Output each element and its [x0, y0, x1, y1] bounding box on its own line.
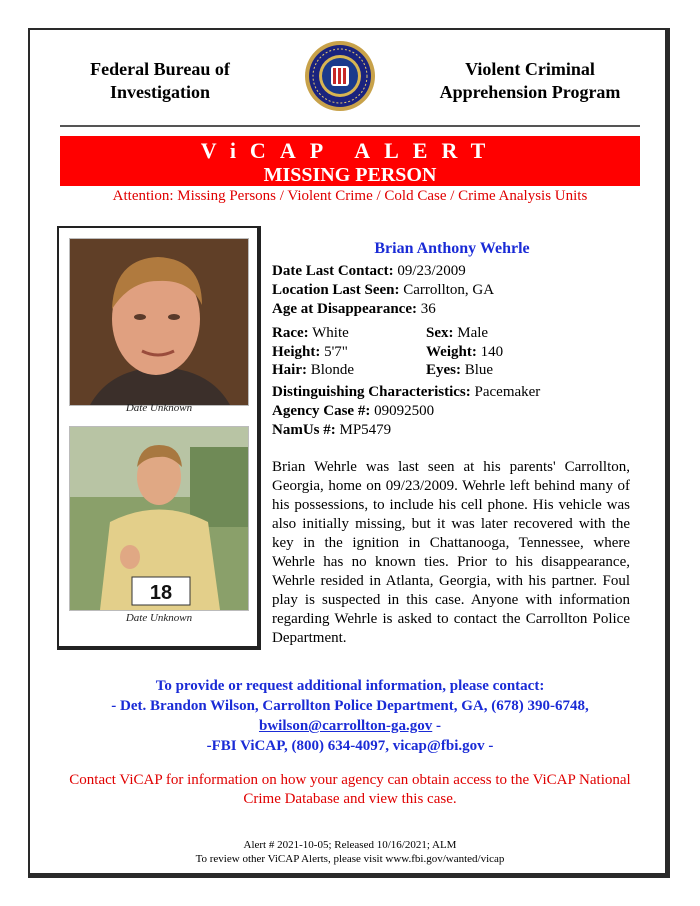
- vicap-access-note: Contact ViCAP for information on how your agency can obtain access to the ViCAP National Crime Database and view this case.: [69, 772, 631, 807]
- portrait-photo-icon: [70, 239, 248, 405]
- sex-label: Sex:: [426, 325, 454, 341]
- alert-release-info: Alert # 2021-10-05; Released 10/16/2021; ALM: [243, 839, 457, 851]
- vicap-header-line2: Apprehension Program: [439, 82, 621, 102]
- subject-name: Brian Anthony Wehrle: [374, 240, 530, 257]
- weight-label: Weight:: [426, 344, 477, 360]
- photo-panel: [57, 226, 261, 650]
- characteristics-row: [272, 383, 540, 402]
- vicap-header-line1: Violent Criminal: [465, 59, 595, 79]
- photo-caption-2: Date Unknown: [125, 612, 193, 624]
- header-divider: [60, 125, 640, 127]
- characteristics-value: Pacemaker: [474, 384, 541, 400]
- age-value: 36: [420, 301, 436, 317]
- location-label: Location Last Seen:: [272, 282, 400, 298]
- detective-email-link[interactable]: bwilson@carrollton-ga.gov: [258, 718, 433, 734]
- running-photo-icon: [70, 427, 248, 610]
- contact-fbi-vicap: -FBI ViCAP, (800) 634-4097, vicap@fbi.gov -: [206, 738, 494, 754]
- namus-label: NamUs #:: [272, 422, 336, 438]
- characteristics-label: Distinguishing Characteristics:: [272, 384, 471, 400]
- case-narrative: Brian Wehrle was last seen at his parents' Carrollton, Georgia, home on 09/23/2009. Wehrle left behind many of his possessions, to include his cell phone. His vehicle was also initially missing, but it was later recovered with the key in the ignition in Chattanooga, Tennessee, where Wehrle has no known ties. Prior to his disappearance, Wehrle resided in Atlanta, Georgia, with his partner. Foul play is suspected in this case. Anyone with information regarding Wehrle is asked to contact the Carrollton Police Department.: [272, 459, 630, 646]
- photo-2: [69, 426, 249, 611]
- date-last-contact-value: 09/23/2009: [397, 263, 466, 279]
- weight-value: 140: [480, 344, 504, 360]
- contact-heading: To provide or request additional information, please contact:: [155, 678, 545, 694]
- fbi-seal-icon: [304, 40, 376, 112]
- contact-email-line: [60, 716, 640, 736]
- height-row: [272, 343, 348, 362]
- vicap-website-note: To review other ViCAP Alerts, please visit www.fbi.gov/wanted/vicap: [195, 853, 505, 865]
- case-number-value: 09092500: [374, 403, 435, 419]
- namus-value: MP5479: [339, 422, 392, 438]
- bib-number: 18: [149, 582, 173, 604]
- case-number-label: Agency Case #:: [272, 403, 371, 419]
- hair-row: [272, 361, 354, 380]
- email-suffix: -: [432, 718, 441, 734]
- photo-caption-1: Date Unknown: [125, 402, 193, 414]
- race-row: [272, 324, 349, 343]
- banner-subtitle: MISSING PERSON: [263, 164, 437, 186]
- case-number-row: [272, 402, 434, 421]
- contact-detective: - Det. Brandon Wilson, Carrollton Police Department, GA, (678) 390-6748,: [111, 698, 589, 714]
- hair-label: Hair:: [272, 362, 307, 378]
- location-row: [272, 281, 494, 300]
- contact-block: [60, 676, 640, 756]
- vicap-header: [430, 58, 630, 104]
- alert-banner: [60, 136, 640, 186]
- photo-1: [69, 238, 249, 406]
- height-label: Height:: [272, 344, 321, 360]
- sex-value: Male: [457, 325, 489, 341]
- fbi-header-line2: Investigation: [109, 82, 210, 102]
- attention-line: Attention: Missing Persons / Violent Crime / Cold Case / Crime Analysis Units: [112, 188, 588, 204]
- banner-title: ViCAP ALERT: [200, 138, 500, 163]
- age-row: [272, 300, 436, 319]
- footer: [60, 838, 640, 866]
- eyes-row: [426, 361, 493, 380]
- date-last-contact-row: [272, 262, 466, 281]
- fbi-header-line1: Federal Bureau of: [90, 59, 230, 79]
- race-label: Race:: [272, 325, 309, 341]
- namus-row: [272, 421, 391, 440]
- sex-row: [426, 324, 488, 343]
- weight-row: [426, 343, 503, 362]
- fbi-header: [70, 58, 250, 104]
- eyes-label: Eyes:: [426, 362, 461, 378]
- date-last-contact-label: Date Last Contact:: [272, 263, 394, 279]
- age-label: Age at Disappearance:: [272, 301, 417, 317]
- race-value: White: [312, 325, 349, 341]
- height-value: 5'7": [324, 344, 348, 360]
- hair-value: Blonde: [310, 362, 355, 378]
- eyes-value: Blue: [464, 362, 494, 378]
- location-value: Carrollton, GA: [403, 282, 495, 298]
